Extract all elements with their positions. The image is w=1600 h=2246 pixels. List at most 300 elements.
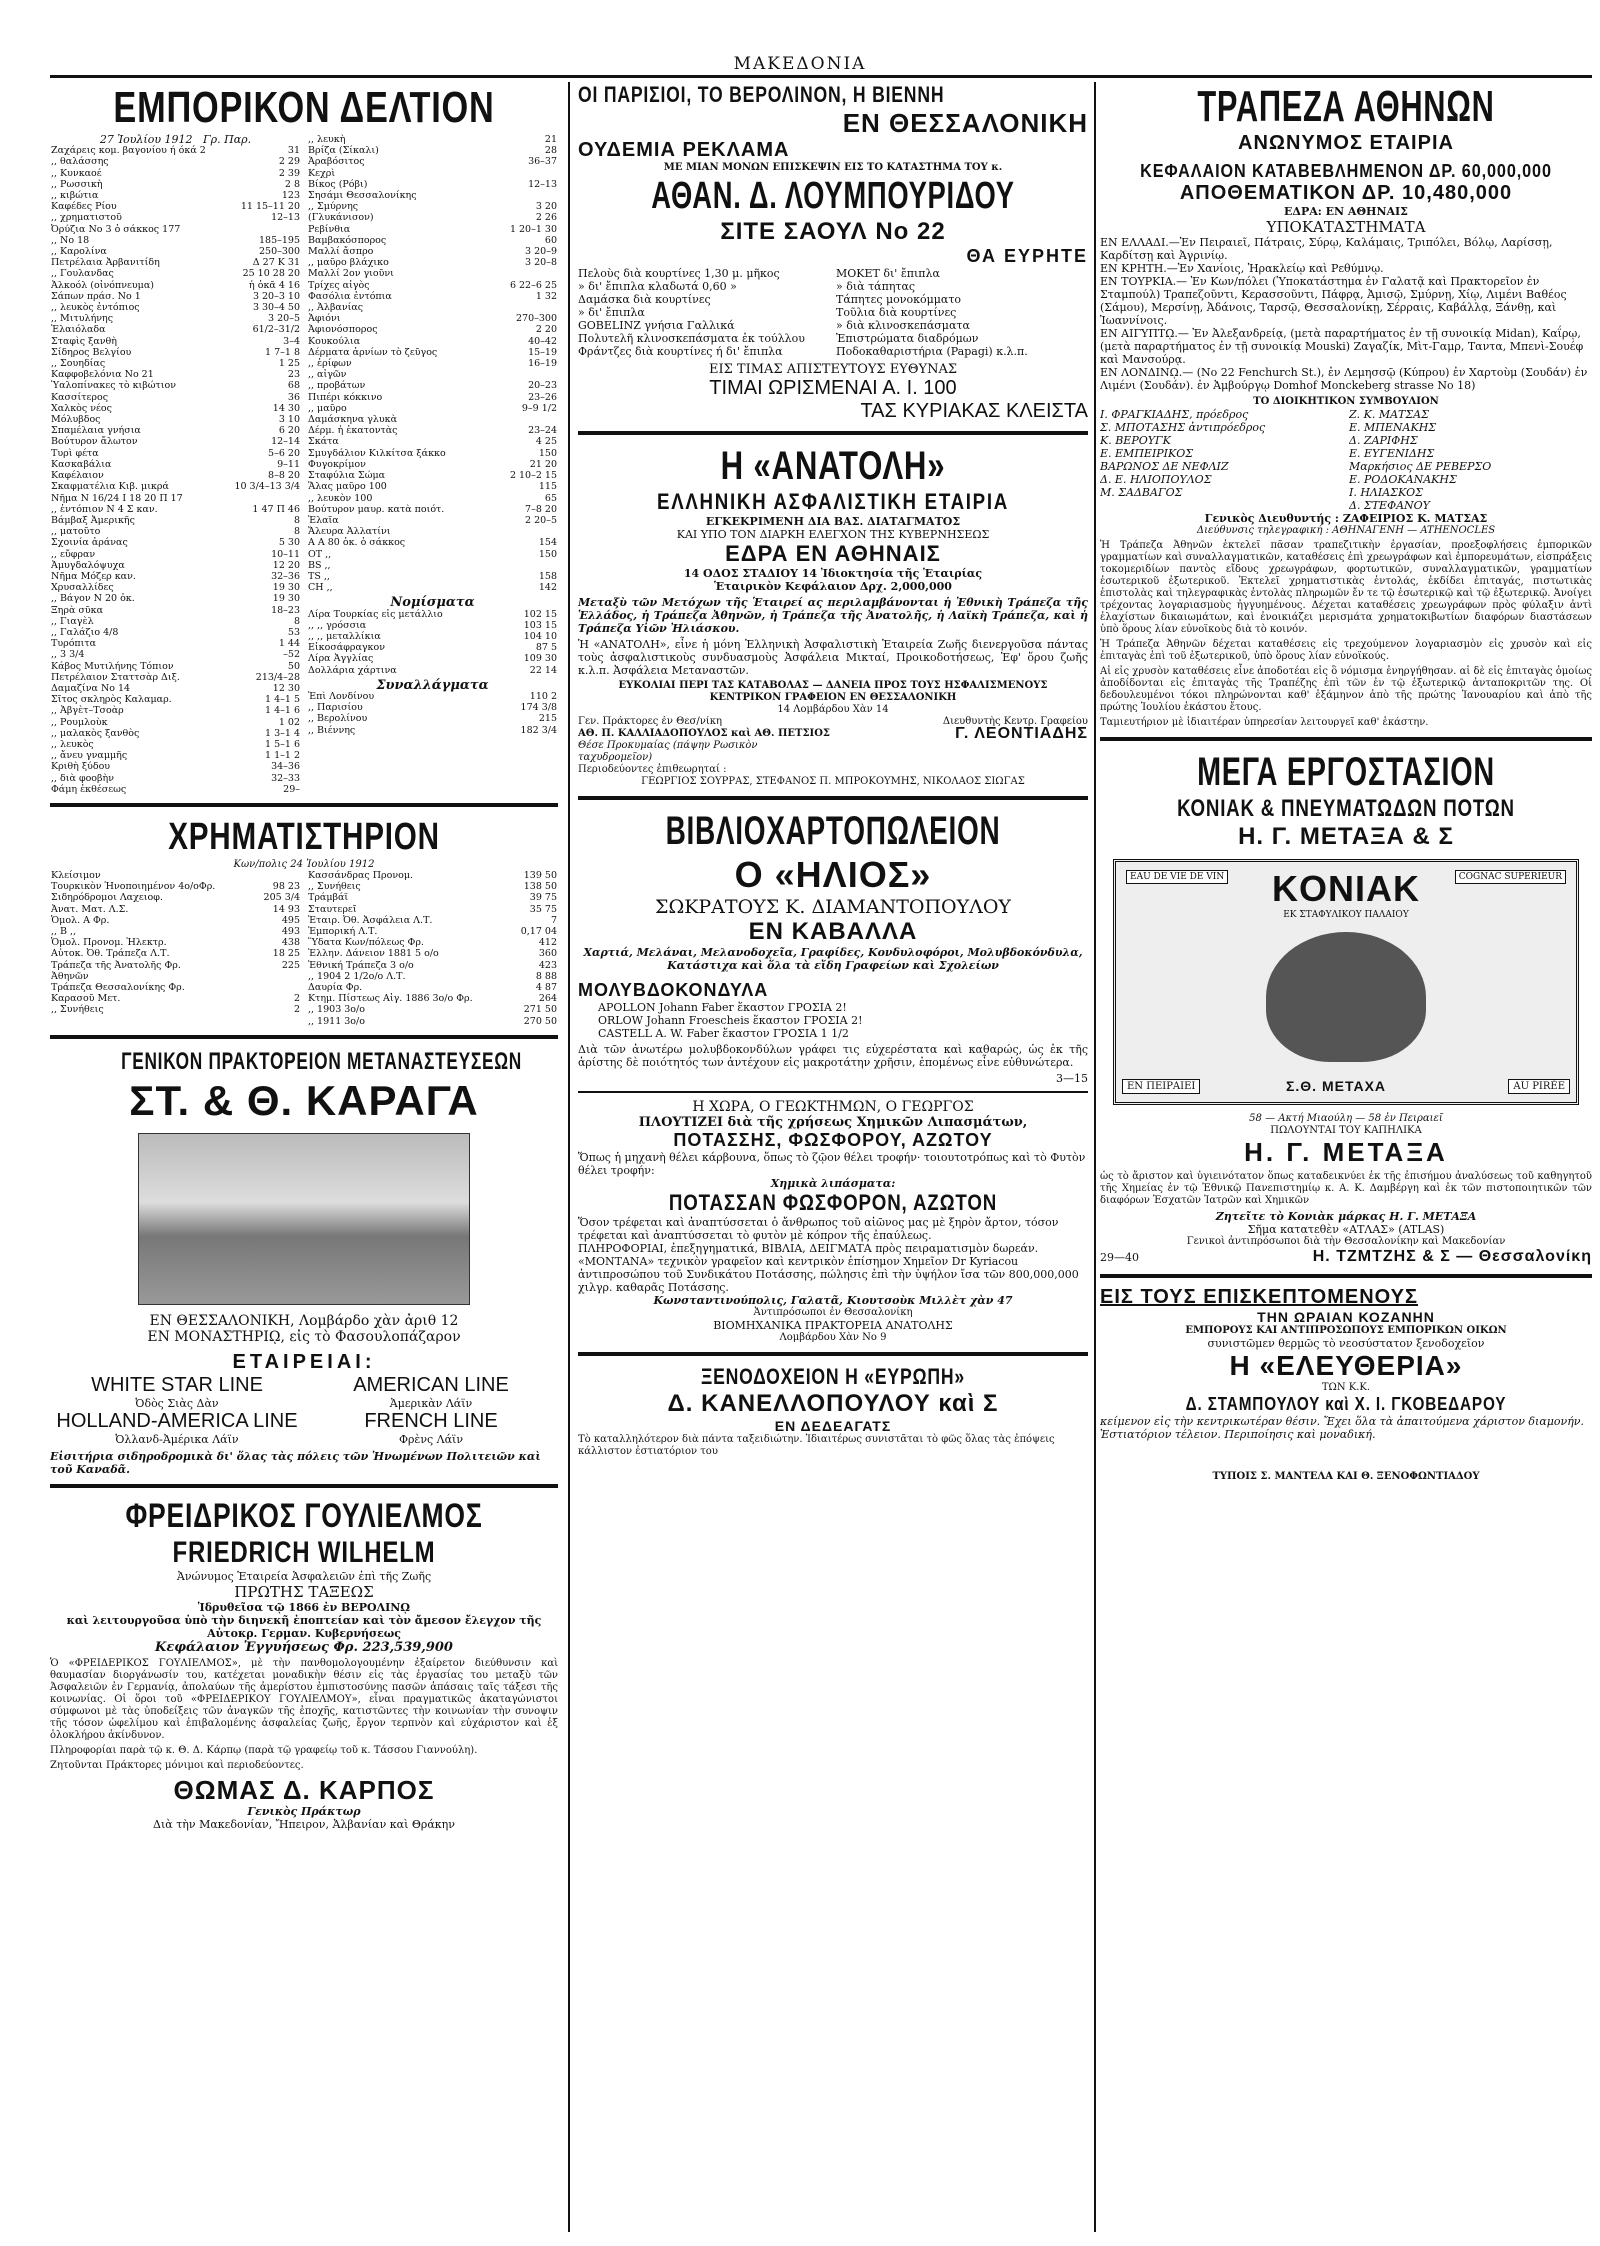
market-value: 2 8: [284, 178, 300, 190]
market-item: Ἐλαιόλαδα: [51, 324, 106, 336]
market-item: Σταφύλια Σώμα: [308, 470, 386, 482]
market-item: Δαμαζίνα Νο 14: [51, 682, 131, 694]
column-left: [50, 82, 558, 2232]
bookshop-goods: Χαρτιά, Μελάναι, Μελανοδοχεῖα, Γραφίδες, Κονδυλοφόροι, Μολυβδοκόνδυλα, Κατάστιχα καὶ ὅλα τὰ εἴδη Γραφείων καὶ Σχολείων: [583, 946, 1083, 972]
stock-row: [307, 1004, 558, 1015]
market-right-table: [307, 134, 558, 795]
market-left-table: [50, 134, 301, 795]
metaxa-agent: Η. ΤΖΜΤΖΗΣ & Σ — Θεσσαλονίκη: [1312, 1248, 1592, 1265]
stock-value: 7: [550, 914, 557, 926]
bank-capital: ΚΕΦΑΛΑΙΟΝ ΚΑΤΑΒΕΒΛΗΜΕΝΟΝ ΔΡ. 60,000,000: [1140, 161, 1552, 181]
market-item: ,, διὰ φοοβὴν: [51, 772, 114, 784]
market-value: 115: [538, 481, 557, 493]
market-row: [307, 280, 558, 291]
label-bottom-left: ΕΝ ΠΕΙΡΑΙΕΙ: [1122, 1079, 1200, 1094]
anatoli-line-2: ΚΑΙ ΥΠΟ ΤΟΝ ΔΙΑΡΚΗ ΕΛΕΓΧΟΝ ΤΗΣ ΚΥΒΕΡΝΗΣΕΩΣ: [676, 528, 990, 541]
market-value: 34–36: [271, 761, 300, 773]
market-item: Σκαφματέλια Κιβ. μικρά: [51, 481, 169, 493]
lump-item: Φράντζες διὰ κουρτίνες ή δι' ἔπιπλα: [578, 345, 783, 358]
fw-latin-title: FRIEDRICH WILHELM: [172, 1535, 436, 1569]
stock-item: ,, Β ,,: [51, 926, 77, 937]
stock-item: Τράπεζα τῆς Ἀνατολῆς Φρ.: [51, 959, 181, 971]
market-item: Ἀραβόσιτος: [308, 156, 365, 168]
fw-agents: Ζητοῦνται Πράκτορες μόνιμοι καὶ περιοδεύοντες.: [50, 1759, 304, 1771]
potash-line-3: ΠΟΤΑΣΣΗΣ, ΦΩΣΦΟΡΟΥ, ΑΖΩΤΟΥ: [673, 1130, 993, 1150]
market-row: [50, 280, 301, 291]
stock-value: [254, 870, 301, 881]
bookshop-number: 3—15: [1056, 1072, 1088, 1085]
label-bottom-center: Σ.Θ. METAXA: [1286, 1078, 1387, 1094]
stock-value: 493: [281, 926, 300, 937]
market-value: 6 20: [278, 425, 300, 437]
market-item: Δαμάσκηνα γλυκὰ: [308, 414, 398, 426]
market-item: Ὀρύζια Νο 3 ὁ σάκκος 177: [51, 223, 181, 235]
stock-row: [307, 993, 558, 1004]
market-item: Δέρματα ἀρνίων τὸ ζεῦγος: [308, 346, 438, 358]
market-value: 32–36: [271, 570, 300, 582]
market-row: [307, 291, 558, 302]
market-title: ΕΜΠΟΡΙΚΟΝ ΔΕΛΤΙΟΝ: [113, 83, 495, 132]
market-item: Σταφὶς ξανθὴ: [51, 335, 117, 347]
stock-item: ,, 1911 3ο/ο: [308, 1015, 365, 1027]
market-row: [50, 526, 301, 537]
market-row: [50, 302, 301, 313]
emigration-address-2: ΕΝ ΜΟΝΑΣΤΗΡΙῼ, εἰς τὸ Φασουλοπάζαρον: [147, 1328, 461, 1345]
stock-item: Σταυτερεῖ: [308, 903, 357, 915]
stock-value: 225: [281, 959, 300, 971]
emigration-address-1: ΕΝ ΘΕΣΣΑΛΟΝΙΚΗ, Λομβάρδο χὰν ἀριθ 12: [149, 1312, 459, 1329]
market-item: Τυρόπιτα: [51, 638, 97, 650]
market-value: 2 20: [535, 324, 557, 336]
market-value: 4 25: [535, 436, 557, 448]
anatoli-dir-label: Διευθυντὴς Κεντρ. Γραφείου: [942, 716, 1088, 727]
fw-sub-1: Ἀνώνυμος Ἑταιρεία Ἀσφαλειῶν ἐπὶ τῆς Ζωῆς: [176, 1569, 432, 1583]
emigration-footer: Εἰσιτήρια σιδηροδρομικὰ δι' ὅλας τὰς πόλεις τῶν Ἡνωμένων Πολιτειῶν καὶ τοῦ Καναδᾶ.: [50, 1449, 541, 1476]
market-row: [307, 515, 558, 526]
market-item: Ἀφιόνι: [308, 313, 341, 325]
metaxa-title: ΜΕΓΑ ΕΡΓΟΣΤΑΣΙΟΝ: [1197, 750, 1495, 794]
market-value: [493, 526, 558, 537]
market-row: [307, 537, 558, 548]
market-value: 53: [287, 626, 300, 638]
market-value: 2 39: [278, 167, 300, 179]
shipping-line-greek: Ὀλλανδ-Ἀμέρικα Λάϊν: [115, 1432, 239, 1446]
lump-item: » διὰ τάπητας: [836, 280, 916, 293]
stock-item: ,, 1903 3ο/ο: [308, 1004, 365, 1016]
stock-row: [307, 960, 558, 971]
market-value: 60: [544, 234, 557, 246]
anatoli-line-1: ΕΓΚΕΚΡΙΜΕΝΗ ΔΙΑ ΒΑΣ. ΔΙΑΤΑΓΜΑΤΟΣ: [705, 515, 961, 528]
market-item: Σπαμέλαια γνήσια: [51, 425, 141, 437]
market-row: [307, 414, 558, 425]
anatoli-bullet-5: 14 Λομβάρδου Χὰν 14: [777, 704, 889, 715]
market-value: 3 10: [278, 414, 300, 426]
anatoli-note: Θέσε Προκυμαίας (πάψην Ρωσικὸν ταχυδρομεῖον): [578, 740, 758, 763]
anatoli-address: 14 ΟΔΟΣ ΣΤΑΔΙΟΥ 14 Ἰδιοκτησία τῆς Ἑταιρίας: [683, 567, 983, 580]
bank-body-4: Ταμιευτήριον μὲ ἰδιαιτέραν ὑπηρεσίαν λειτουργεῖ καθ' ἑκάστην.: [1100, 717, 1429, 728]
bank-branch: ΕΝ ΛΟΝΔΙΝῼ.— (Νο 22 Fenchurch St.), ἐν Λεμησσῷ (Κύπρου) ἐν Χαρτοὺμ (Σουδάν) ἐν Λιμένι (Σουδάν). ἐν Ἀμβούργῳ Domhof Monckeberg strasse No 18): [1100, 366, 1588, 392]
currency-item: Λίρα Τουρκίας εἰς μετάλλιο: [308, 608, 443, 620]
lump-footer-3: ΤΑΣ ΚΥΡΙΑΚΑΣ ΚΛΕΙΣΤΑ: [860, 400, 1088, 422]
exchange-rate-value: 174 3/8: [520, 702, 557, 714]
market-item: Βίκος (Ρόβι): [308, 178, 368, 190]
market-value: 123: [281, 190, 300, 202]
market-value: 1 4–1 6: [265, 705, 300, 717]
currency-value: 102 15: [523, 608, 557, 620]
market-item: ,, ἄνευ γναμμῆς: [51, 750, 128, 762]
market-value: 8–8 20: [268, 470, 300, 482]
exchange-rate-row: [307, 702, 558, 713]
cognac-label-image: [1113, 859, 1579, 1105]
market-value: 68: [287, 380, 300, 392]
market-value: 50: [287, 660, 300, 672]
market-row: [307, 268, 558, 279]
metaxa-agents-label: Γενικοὶ ἀντιπρόσωποι διὰ τὴν Θεσσαλονίκην καὶ Μακεδονίαν: [1186, 1236, 1506, 1247]
lump-item: » δι' ἔπιπλα: [578, 306, 645, 319]
market-row: [50, 347, 301, 358]
market-value: [493, 168, 558, 179]
stock-row: [307, 915, 558, 926]
pencil-item: APOLLON Johann Faber ἕκαστον ΓΡΟΣΙΑ 2!: [598, 1001, 847, 1014]
market-item: Δέρμ. ἡ ἑκατοντὰς: [308, 425, 398, 437]
market-value: 21: [544, 134, 557, 145]
market-row: [50, 515, 301, 526]
bank-branches: [1100, 236, 1592, 392]
europe-hotel-owner: Δ. ΚΑΝΕΛΛΟΠΟΥΛΟΥ καὶ Σ: [667, 1390, 999, 1417]
stock-row: [307, 982, 558, 993]
metaxa-subtitle: ΚΟΝΙΑΚ & ΠΝΕΥΜΑΤΩΔΩΝ ΠΟΤΩΝ: [1177, 795, 1515, 822]
bank-board-heading: ΤΟ ΔΙΟΙΚΗΤΙΚΟΝ ΣΥΜΒΟΥΛΙΟΝ: [1253, 396, 1439, 407]
anatoli-bullet-4: ΚΕΝΤΡΙΚΟΝ ΓΡΑΦΕΙΟΝ ΕΝ ΘΕΣΣΑΛΟΝΙΚΗ: [709, 692, 957, 703]
exchange-rate-item: Ἐπὶ Λονδίνου: [308, 690, 375, 702]
metaxa-trademark: Σῆμα κατατεθὲν «ΑΤΛΑΣ» (ATLAS): [1247, 1223, 1445, 1236]
market-item: Ἐλαῖα: [308, 514, 339, 526]
market-row: [307, 302, 558, 313]
market-value: 2 26: [535, 212, 557, 224]
stock-row: [50, 870, 301, 881]
market-row: [307, 481, 558, 492]
stock-row: [307, 948, 558, 959]
stock-item: Δαυρία Φρ.: [308, 982, 363, 994]
fw-agent-region: Διὰ τὴν Μακεδονίαν, Ἤπειρον, Ἀλβανίαν καὶ Θράκην: [153, 1817, 455, 1831]
stock-value: 139 50: [523, 869, 557, 881]
currency-value: 109 30: [523, 653, 557, 665]
market-value: Δ 27 Κ 31: [252, 257, 300, 269]
board-member: Μ. ΣΑΔΒΑΓΟΣ: [1100, 486, 1183, 499]
market-item: ΒS ,,: [308, 559, 331, 571]
market-value: 11 15–11 20: [240, 201, 300, 213]
stock-value: 2: [293, 993, 300, 1005]
potash-line-8: ΠΛΗΡΟΦΟΡΙΑΙ, ἐπεξηγηματικά, ΒΙΒΛΙΑ, ΔΕΙΓΜΑΤΑ πρὸς πειραματισμὸν δωρεάν.: [578, 1242, 1039, 1255]
market-value: ἡ ὀκᾶ 4 16: [249, 279, 300, 291]
market-row: [50, 728, 301, 739]
market-row: [307, 436, 558, 447]
emigration-title: ΓΕΝΙΚΟΝ ΠΡΑΚΤΟΡΕΙΟΝ ΜΕΤΑΝΑΣΤΕΥΣΕΩΝ: [121, 1047, 522, 1075]
lump-item: Τάπητες μονοκόμματο: [836, 293, 962, 306]
stock-row: [50, 971, 301, 982]
bank-telegraph: Διεύθυνσις τηλεγραφική : ΑΘΗΝΑΓΕΝΗ — ATHENOCLES: [1196, 525, 1496, 536]
market-row: [50, 470, 301, 481]
market-item: ,, λευκὴ: [308, 134, 346, 145]
market-value: 65: [544, 492, 557, 504]
market-value: [493, 268, 558, 279]
fw-info: Πληροφορίαι παρὰ τῷ κ. Θ. Δ. Κάρπῳ (παρὰ τῷ γραφείῳ τοῦ κ. Τάσσου Γιαννούλη).: [50, 1744, 478, 1756]
market-row: [50, 190, 301, 201]
market-row: [307, 392, 558, 403]
fx-title: Συναλλάγματα: [376, 677, 489, 693]
market-row: [50, 313, 301, 324]
market-value: 25 10 28 20: [242, 268, 300, 280]
market-row: [50, 324, 301, 335]
currency-row: [307, 609, 558, 620]
market-value: 7–8 20: [525, 503, 557, 515]
market-item: Καφέδες Ρίου: [51, 201, 117, 213]
market-item: ,, θαλάσσης: [51, 156, 109, 168]
market-value: 2 10–2 15: [509, 470, 557, 482]
market-item: ,, ἐρίφων: [308, 358, 352, 370]
market-row: [307, 526, 558, 537]
board-member: Ι. ΦΡΑΓΚΙΑΔΗΣ, πρόεδρος: [1100, 408, 1249, 421]
market-value: 14 30: [272, 402, 300, 414]
bank-title: ΤΡΑΠΕΖΑ ΑΘΗΝΩΝ: [1197, 82, 1495, 131]
kozani-hotel: Η «ΕΛΕΥΘΕΡΙΑ»: [1229, 1350, 1463, 1381]
metaxa-brand: Η. Γ. ΜΕΤΑΞΑ: [1244, 1137, 1448, 1167]
market-row: [50, 481, 301, 492]
market-row: [50, 201, 301, 212]
market-value: 1 5–1 6: [265, 738, 300, 750]
market-item: ,, ἐντόπιον Ν 4 Σ καν.: [51, 503, 158, 515]
exchange-title: ΧΡΗΜΑΤΙΣΤΗΡΙΟΝ: [168, 815, 440, 858]
market-item: Νῆμα Μόζερ καν.: [51, 570, 136, 582]
stock-item: Τράπεζα Θεσσαλονίκης Φρ.: [51, 982, 185, 994]
shipping-line-name: AMERICAN LINE: [353, 1373, 509, 1396]
stock-value: 18 25: [272, 948, 300, 960]
currency-item: Λίρα Ἀγγλίας: [308, 653, 374, 665]
stock-row: [307, 926, 558, 937]
board-member: Ε. ΜΠΕΝΑΚΗΣ: [1349, 421, 1437, 434]
market-value: 3 20–5: [268, 313, 300, 325]
market-row: [307, 459, 558, 470]
market-row: [50, 784, 301, 795]
market-row: [50, 616, 301, 627]
stock-row: [50, 993, 301, 1004]
shipping-line-name: FRENCH LINE: [364, 1409, 498, 1432]
stock-item: Αὐτοκ. Ὀθ. Τράπεζα Λ.Τ.: [51, 948, 170, 960]
stock-item: Ἀθηνῶν: [51, 970, 89, 982]
stock-item: Ὕδατα Κων/πόλεως Φρ.: [308, 937, 424, 949]
market-value: 36–37: [528, 156, 557, 168]
label-side-left: 58 — Ακτή Μιαούλη — 58 ἐν Πειραιεῖ: [1249, 1113, 1443, 1124]
bookshop-title: ΒΙΒΛΙΟΧΑΡΤΟΠΩΛΕΙΟΝ: [665, 809, 1001, 853]
market-item: ,, Ἀλβανίας: [308, 302, 364, 314]
board-member: Δ. ΖΑΡΙΦΗΣ: [1349, 434, 1418, 447]
stock-value: 438: [281, 937, 300, 949]
stock-item: Ὁμολ. Α Φρ.: [51, 914, 110, 926]
market-value: 6 22–6 25: [509, 279, 557, 291]
bank-body-2: Ἡ Τράπεζα Ἀθηνῶν δέχεται καταθέσεις εἰς τρεχούμενον λογαριασμὸν εἰς χρυσὸν καὶ εἰς ἐπιταγὰς ἐπὶ τοῦ ἐξωτερικοῦ, ὑπὸ ὅρους λίαν εὐνοϊκούς.: [1100, 639, 1592, 662]
stock-value: 495: [281, 914, 300, 926]
stock-value: 98 23: [272, 881, 300, 893]
potash-line-5: Χημικὰ λιπάσματα:: [770, 1177, 896, 1190]
lump-find: ΘΑ ΕΥΡΗΤΕ: [966, 246, 1088, 266]
stock-row: [50, 881, 301, 892]
market-item: Βρίζα (Σίκαλι): [308, 145, 379, 157]
market-item: ,, Γαλάζιο 4/8: [51, 626, 119, 638]
stock-row: [50, 915, 301, 926]
market-tables: [50, 134, 558, 795]
stock-row: [50, 948, 301, 959]
stock-item: Τράμβάϊ: [308, 892, 349, 904]
market-value: 150: [538, 548, 557, 560]
pencil-item: ORLOW Johann Froescheis ἕκαστον ΓΡΟΣΙΑ 2!: [598, 1014, 863, 1027]
market-item: ,, χρηματιστοῦ: [51, 212, 122, 224]
market-row: [307, 246, 558, 257]
stock-row: [50, 904, 301, 915]
market-item: Σησάμι Θεσσαλονίκης: [308, 190, 417, 202]
potash-line-11: Ἀντιπρόσωποι ἐν Θεσσαλονίκη: [753, 1307, 913, 1318]
market-value: 36: [287, 391, 300, 403]
market-value: 250–300: [258, 246, 300, 258]
board-member: Ζ. Κ. ΜΑΤΣΑΣ: [1349, 408, 1429, 421]
exchange-rate-item: ,, Βερολίνου: [308, 713, 368, 725]
market-item: ,, λευκὸν 100: [308, 492, 373, 504]
stock-value: 8 88: [535, 970, 557, 982]
bank-subtitle: ΑΝΩΝΥΜΟΣ ΕΤΑΙΡΙΑ: [1238, 132, 1454, 154]
market-row: [50, 414, 301, 425]
market-row: [307, 571, 558, 582]
market-item: Πιπέρι κόκκινο: [308, 391, 383, 403]
shipping-line: [304, 1374, 558, 1410]
market-value: [225, 493, 301, 504]
lump-item: Πολυτελῆ κλινοσκεπάσματα ἐκ τούλλου: [578, 332, 805, 345]
market-row: [307, 313, 558, 324]
market-value: [493, 302, 558, 313]
label-left-tag: EAU DE VIE DE VIN: [1126, 870, 1228, 884]
market-row: [50, 369, 301, 380]
stock-item: Ἐμπορική Λ.Τ.: [308, 926, 378, 937]
potash-line-4: Ὅπως ἡ μηχανὴ θέλει κάρβουνα, ὅπως τὸ ζῷον θέλει τροφήν· τοιουτοτρόπως καὶ τὸ Φυτὸν θέλει τροφήν:: [578, 1151, 1086, 1177]
market-item: ,, Ἀβγὲτ–Τσοὰρ: [51, 705, 124, 717]
stock-value: 423: [538, 959, 557, 971]
coat-of-arms-emblem: [1266, 932, 1426, 1062]
market-item: ,, Ρουμλοὺκ: [51, 716, 108, 728]
market-value: 8: [293, 526, 300, 538]
pencils-heading: ΜΟΛΥΒΔΟΚΟΝΔΥΛΑ: [578, 980, 769, 1000]
currency-value: 103 15: [523, 619, 557, 631]
market-item: Τρίχες αἰγὸς: [308, 279, 370, 291]
market-value: 3 20–3 10: [252, 290, 300, 302]
market-value: 8: [293, 615, 300, 627]
potash-line-10: Κωνσταντινούπολις, Γαλατᾶ, Κιουτσοὺκ Μιλλὲτ χὰν 47: [653, 1294, 1013, 1307]
market-value: 23–26: [528, 391, 557, 403]
anatoli-body-2: Ἡ «ΑΝΑΤΟΛΗ», εἶνε ἡ μόνη Ἑλληνικὴ Ἀσφαλιστικὴ Ἑταιρεία Ζωῆς διενεργοῦσα πάντας τοὺς ἀσφαλιστικοὺς συνδυασμοὺς Ἀσφάλεια Μικταί, Προικοδοτήσεως, Ἐφ' ὅρου ζωῆς κ.λ.π. Ἀσφάλεια Μεταναστῶν.: [578, 638, 1088, 677]
metaxa-analysis: ὡς τὸ ἄριστον καὶ ὑγιεινότατον ὅπως καταδεικνύει ἐκ τῆς ἐπισήμου ἀναλύσεως τοῦ καθηγητοῦ τῆς Χημείας ἐν τῷ Ἐθνικῷ Πανεπιστημίῳ κ. Α. Κ. Δαμβέργη καὶ ἐκ τῶν πιστοποιητικῶν τῶν διαφόρων Ἐσχατῶν Ἰατρῶν καὶ Χημικῶν: [1100, 1171, 1592, 1206]
potash-line-6: ΠΟΤΑΣΣΑΝ ΦΩΣΦΟΡΟΝ, ΑΖΩΤΟΝ: [668, 1190, 998, 1215]
market-item: Κεχρὶ: [308, 167, 336, 179]
market-item: Νῆμα Ν 16/24 Ι 18 20 Π 17: [51, 492, 183, 504]
currency-item: ,, ,, μεταλλίκια: [308, 630, 381, 642]
market-value: 5–6 20: [268, 447, 300, 459]
market-value: 2 29: [278, 156, 300, 168]
market-item: (Γλυκάνισον): [308, 212, 374, 224]
stock-item: Ἀνατ. Ματ. Λ.Σ.: [51, 903, 129, 915]
market-item: ,, Μιτυλήνης: [51, 313, 114, 325]
market-item: ,, Σμύρνης: [308, 201, 359, 213]
anatoli-seat: ΕΔΡΑ ΕΝ ΑΘΗΝΑΙΣ: [725, 541, 941, 566]
bank-board: [1100, 408, 1592, 512]
kozani-title: ΕΙΣ ΤΟΥΣ ΕΠΙΣΚΕΠΤΟΜΕΝΟΥΣ: [1100, 1286, 1418, 1308]
market-value: 9–11: [277, 458, 300, 470]
market-row: [50, 291, 301, 302]
market-value: 10–11: [271, 548, 300, 560]
market-row: [307, 156, 558, 167]
market-value: 15–19: [528, 346, 557, 358]
lump-line-4: ΜΕ ΜΙΑΝ ΜΟΝΩΝ ΕΠΙΣΚΕΨΙΝ ΕΙΣ ΤΟ ΚΑΤΑΣΤΗΜΑ ΤΟΥ κ.: [663, 162, 1003, 173]
anatoli-agent-names: ΑΘ. Π. ΚΑΛΛΙΑΔΟΠΟΥΛΟΣ καὶ ΑΘ. ΠΕΤΣΙΟΣ: [578, 728, 830, 739]
kozani-line-1: συνιστῶμεν θερμῶς τὸ νεοσύστατον ξενοδοχεῖον: [1207, 1337, 1485, 1350]
market-item: Φασόλια ἐντόπια: [308, 290, 392, 302]
market-row: [307, 560, 558, 571]
lump-items: [578, 267, 1088, 358]
market-row: [50, 705, 301, 716]
lump-item: » δι' ἔπιπλα κλαδωτά 0,60 »: [578, 280, 737, 293]
market-row: [50, 717, 301, 728]
currency-item: ,, ,, γρόσσια: [308, 619, 367, 631]
market-item: Βούτυρον ἄλωτον: [51, 436, 138, 448]
lump-item: GOBELINZ γνήσια Γαλλικά: [578, 319, 735, 332]
market-row: [307, 257, 558, 268]
companies-heading: ΕΤΑΙΡΕΙΑΙ:: [232, 1350, 376, 1373]
market-item: Σμυγδάλιον Κιλκίτσα ξάκκο: [308, 447, 446, 459]
exchange-tables: [50, 870, 558, 1027]
market-item: Ξηρὰ σῦκα: [51, 604, 104, 616]
market-row: [307, 582, 558, 593]
printer-line: ΤΥΠΟΙΣ Σ. ΜΑΝΤΕΛΑ ΚΑΙ Θ. ΞΕΝΟΦΩΝΤΙΑΔΟΥ: [1212, 1471, 1480, 1482]
market-row: [50, 593, 301, 604]
stock-value: 4 87: [535, 982, 557, 994]
exchange-date: Κων/πολις 24 Ἰουλίου 1912: [233, 858, 375, 870]
lump-item: Ποδοκαθαριστήρια (Papagi) κ.λ.π.: [836, 345, 1028, 358]
market-item: Ἀμυγδαλόψυχα: [51, 559, 125, 571]
shipping-line-greek: Φρὲνς Λάϊν: [398, 1432, 464, 1446]
market-value: 1 32: [535, 290, 557, 302]
market-item: Μαλλί ἄσπρο: [308, 246, 374, 258]
market-value: 3 20–9: [525, 246, 557, 258]
market-value: 3 20–8: [525, 257, 557, 269]
market-value: 21 20: [529, 458, 557, 470]
market-row: [307, 425, 558, 436]
market-row: [50, 156, 301, 167]
market-item: Βάμβαξ Ἀμερικῆς: [51, 514, 135, 526]
lump-line-2: ΕΝ ΘΕΣΣΑΛΟΝΙΚΗ: [842, 108, 1088, 138]
market-item: Σῖτος σκληρὸς Καλαμαρ.: [51, 694, 172, 706]
steamship-image: [138, 1133, 470, 1305]
masthead-rule: [50, 75, 1592, 78]
market-value: 150: [538, 447, 557, 459]
market-row: [307, 347, 558, 358]
stock-value: 138 50: [523, 881, 557, 893]
market-item: Σάπων πράσ. Νο 1: [51, 290, 141, 302]
exchange-rate-item: ,, Παρισίου: [308, 702, 363, 714]
bookshop-place: ΕΝ ΚΑΒΑΛΛΑ: [748, 918, 918, 945]
stock-value: 0,17 04: [520, 926, 557, 937]
stock-value: 412: [538, 937, 557, 949]
market-row: [50, 436, 301, 447]
market-row: [50, 224, 301, 235]
board-member: Ε. ΡΟΔΟΚΑΝΑΚΗΣ: [1349, 473, 1457, 486]
exchange-rate-value: 110 2: [529, 690, 557, 702]
market-row: [50, 560, 301, 571]
